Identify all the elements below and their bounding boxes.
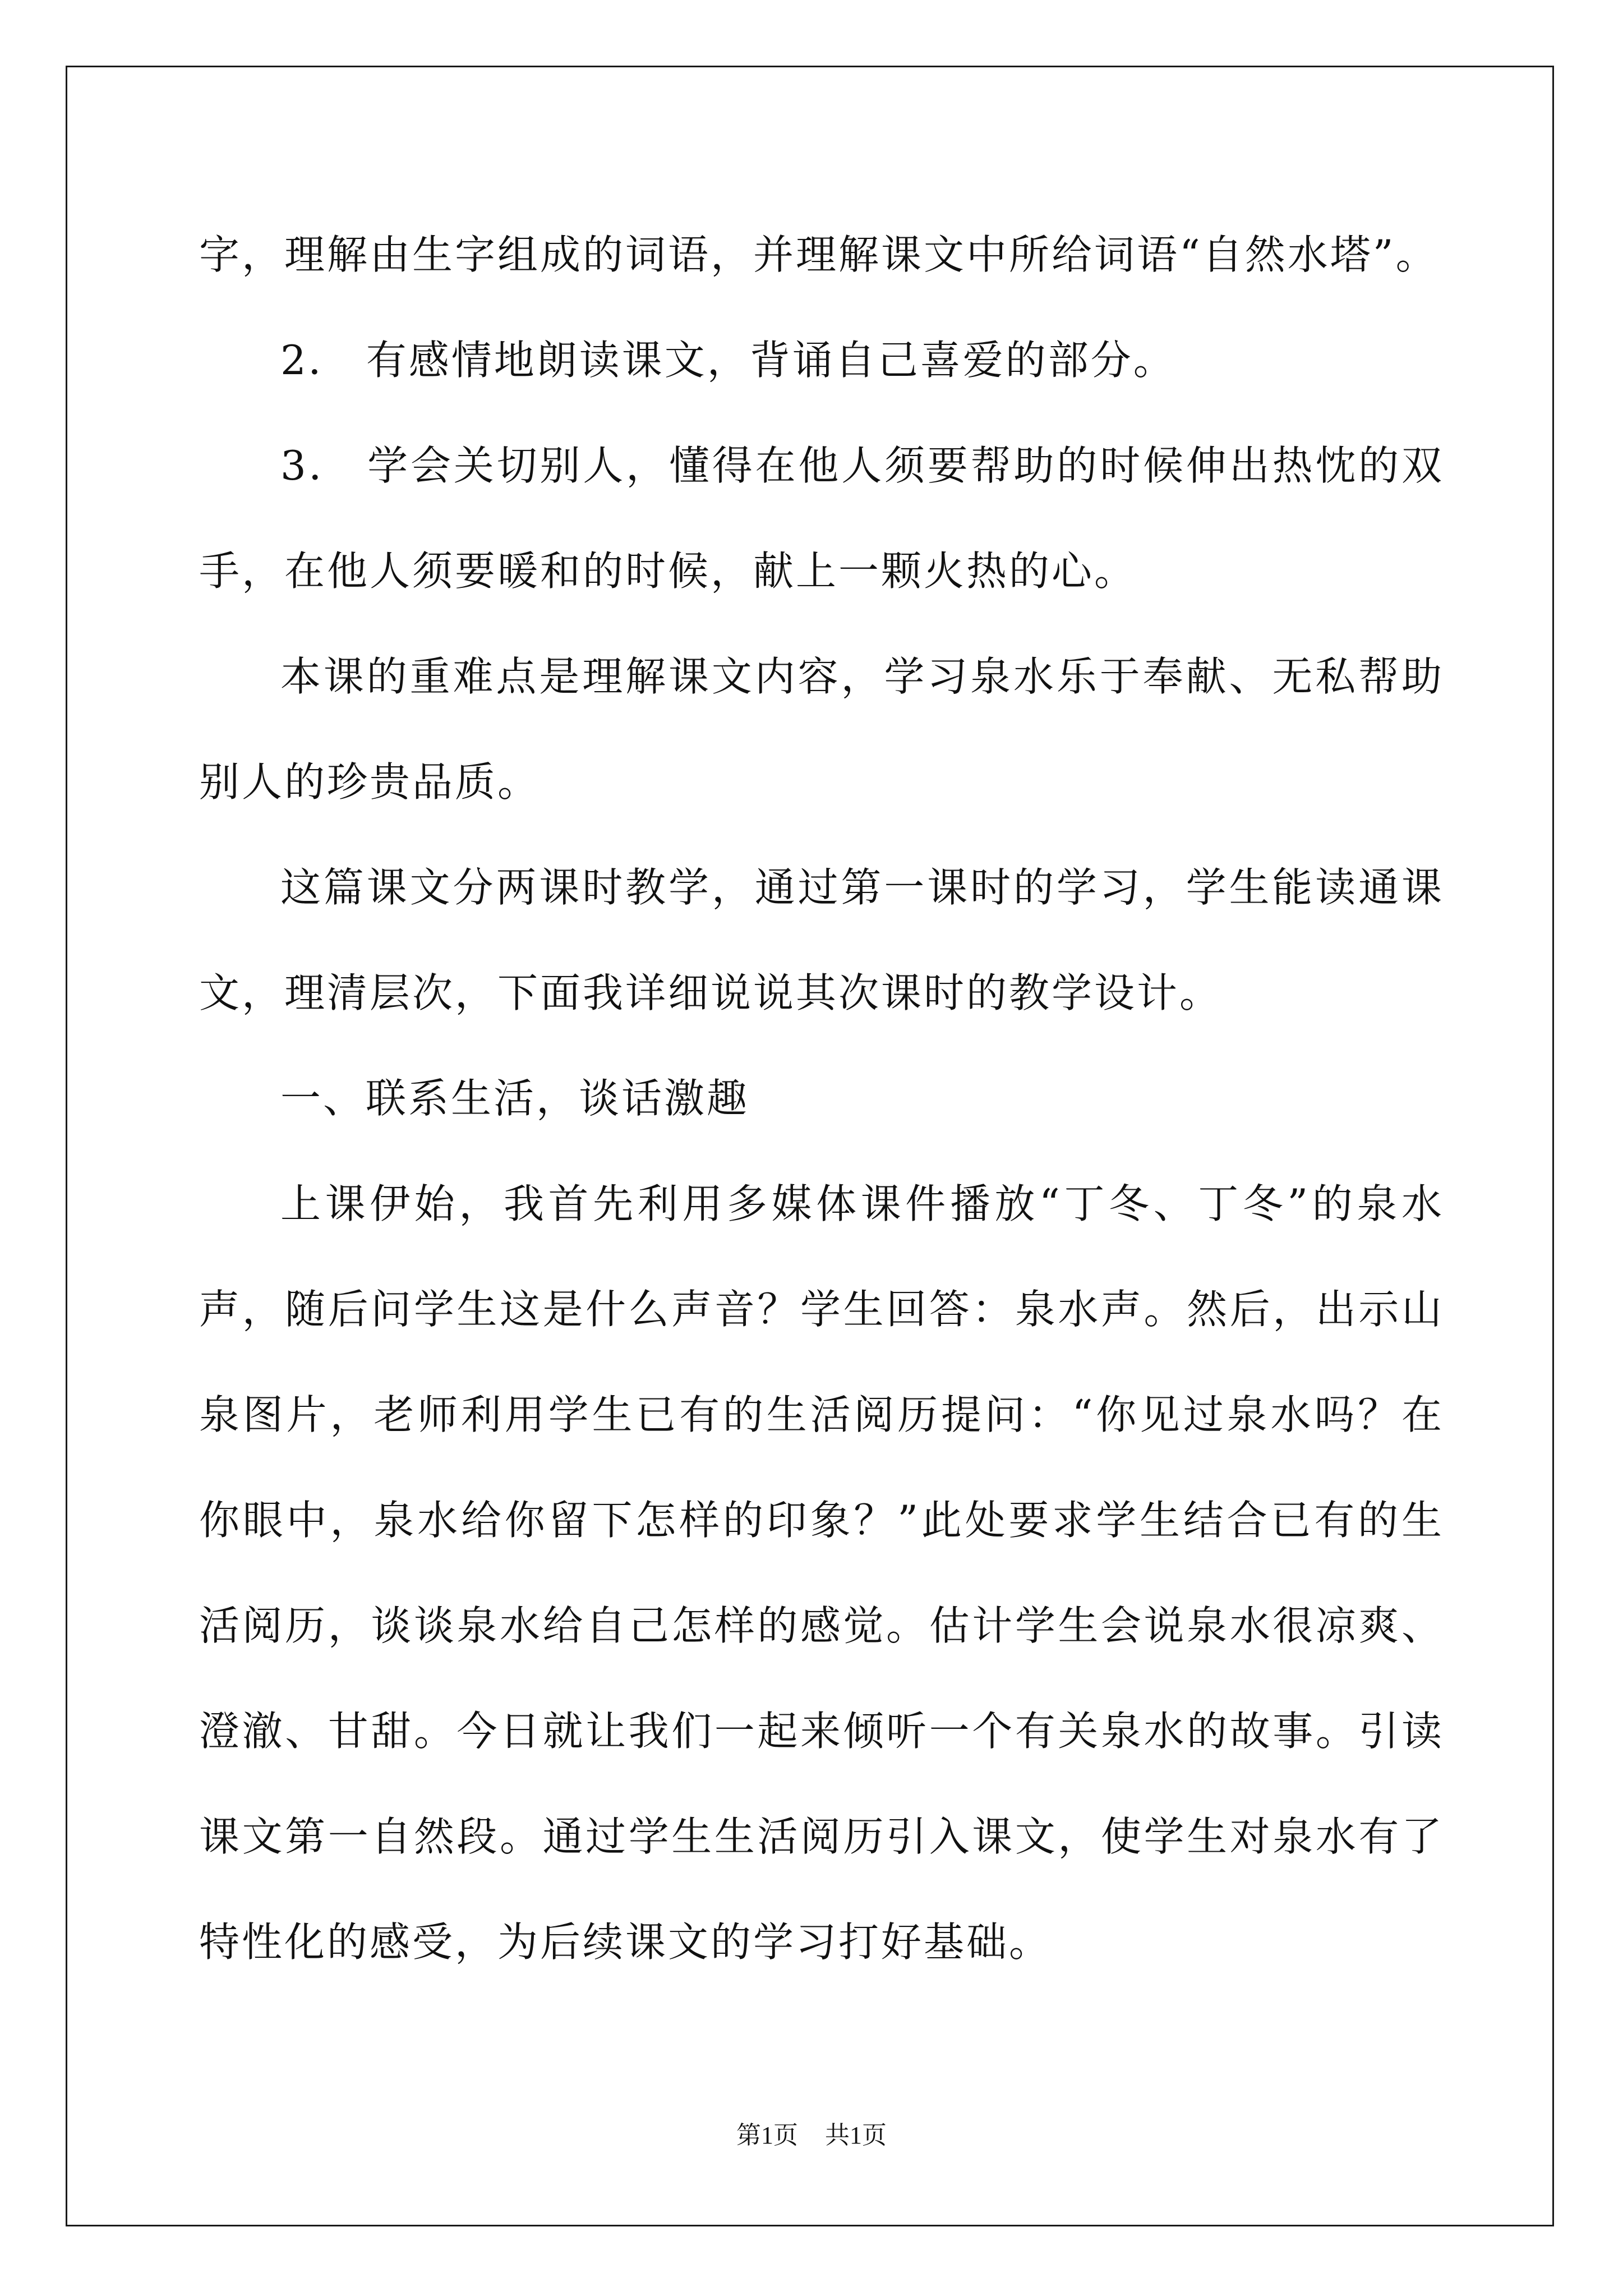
paragraph: 字，理解由生字组成的词语，并理解课文中所给词语“自然水塔”。 xyxy=(199,231,1438,278)
page-number: 第1页 xyxy=(736,2122,798,2149)
paragraph: 这篇课文分两课时教学，通过第一课时的学习，学生能读通课文，理清层次，下面我详细说说其次课时的教学设计。 xyxy=(199,864,1444,1016)
page-count: 共1页 xyxy=(825,2122,887,2149)
document-body xyxy=(199,202,1444,1995)
paragraph: 2． 有感情地朗读课文，背诵自己喜爱的部分。 xyxy=(280,337,1176,384)
page-footer xyxy=(0,2115,1623,2151)
paragraph: 上课伊始，我首先利用多媒体课件播放“丁冬、丁冬”的泉水声，随后问学生这是什么声音？学生回答：泉水声。然后，出示山泉图片，老师利用学生已有的生活阅历提问：“你见过泉水吗？在你眼中，泉水给你留下怎样的印象？”此处要求学生结合已有的生活阅历，谈谈泉水给自己怎样的感觉。估计学生会说泉水很凉爽、澄澈、甘甜。今日就让我们一起来倾听一个有关泉水的故事。引读课文第一自然段。通过学生生活阅历引入课文，使学生对泉水有了特性化的感受，为后续课文的学习打好基础。 xyxy=(199,1180,1444,1966)
paragraph: 3． 学会关切别人，懂得在他人须要帮助的时候伸出热忱的双手，在他人须要暖和的时候，献上一颗火热的心。 xyxy=(199,442,1444,595)
section-heading: 一、联系生活，谈话激趣 xyxy=(280,1075,750,1122)
paragraph: 本课的重难点是理解课文内容，学习泉水乐于奉献、无私帮助别人的珍贵品质。 xyxy=(199,653,1444,806)
